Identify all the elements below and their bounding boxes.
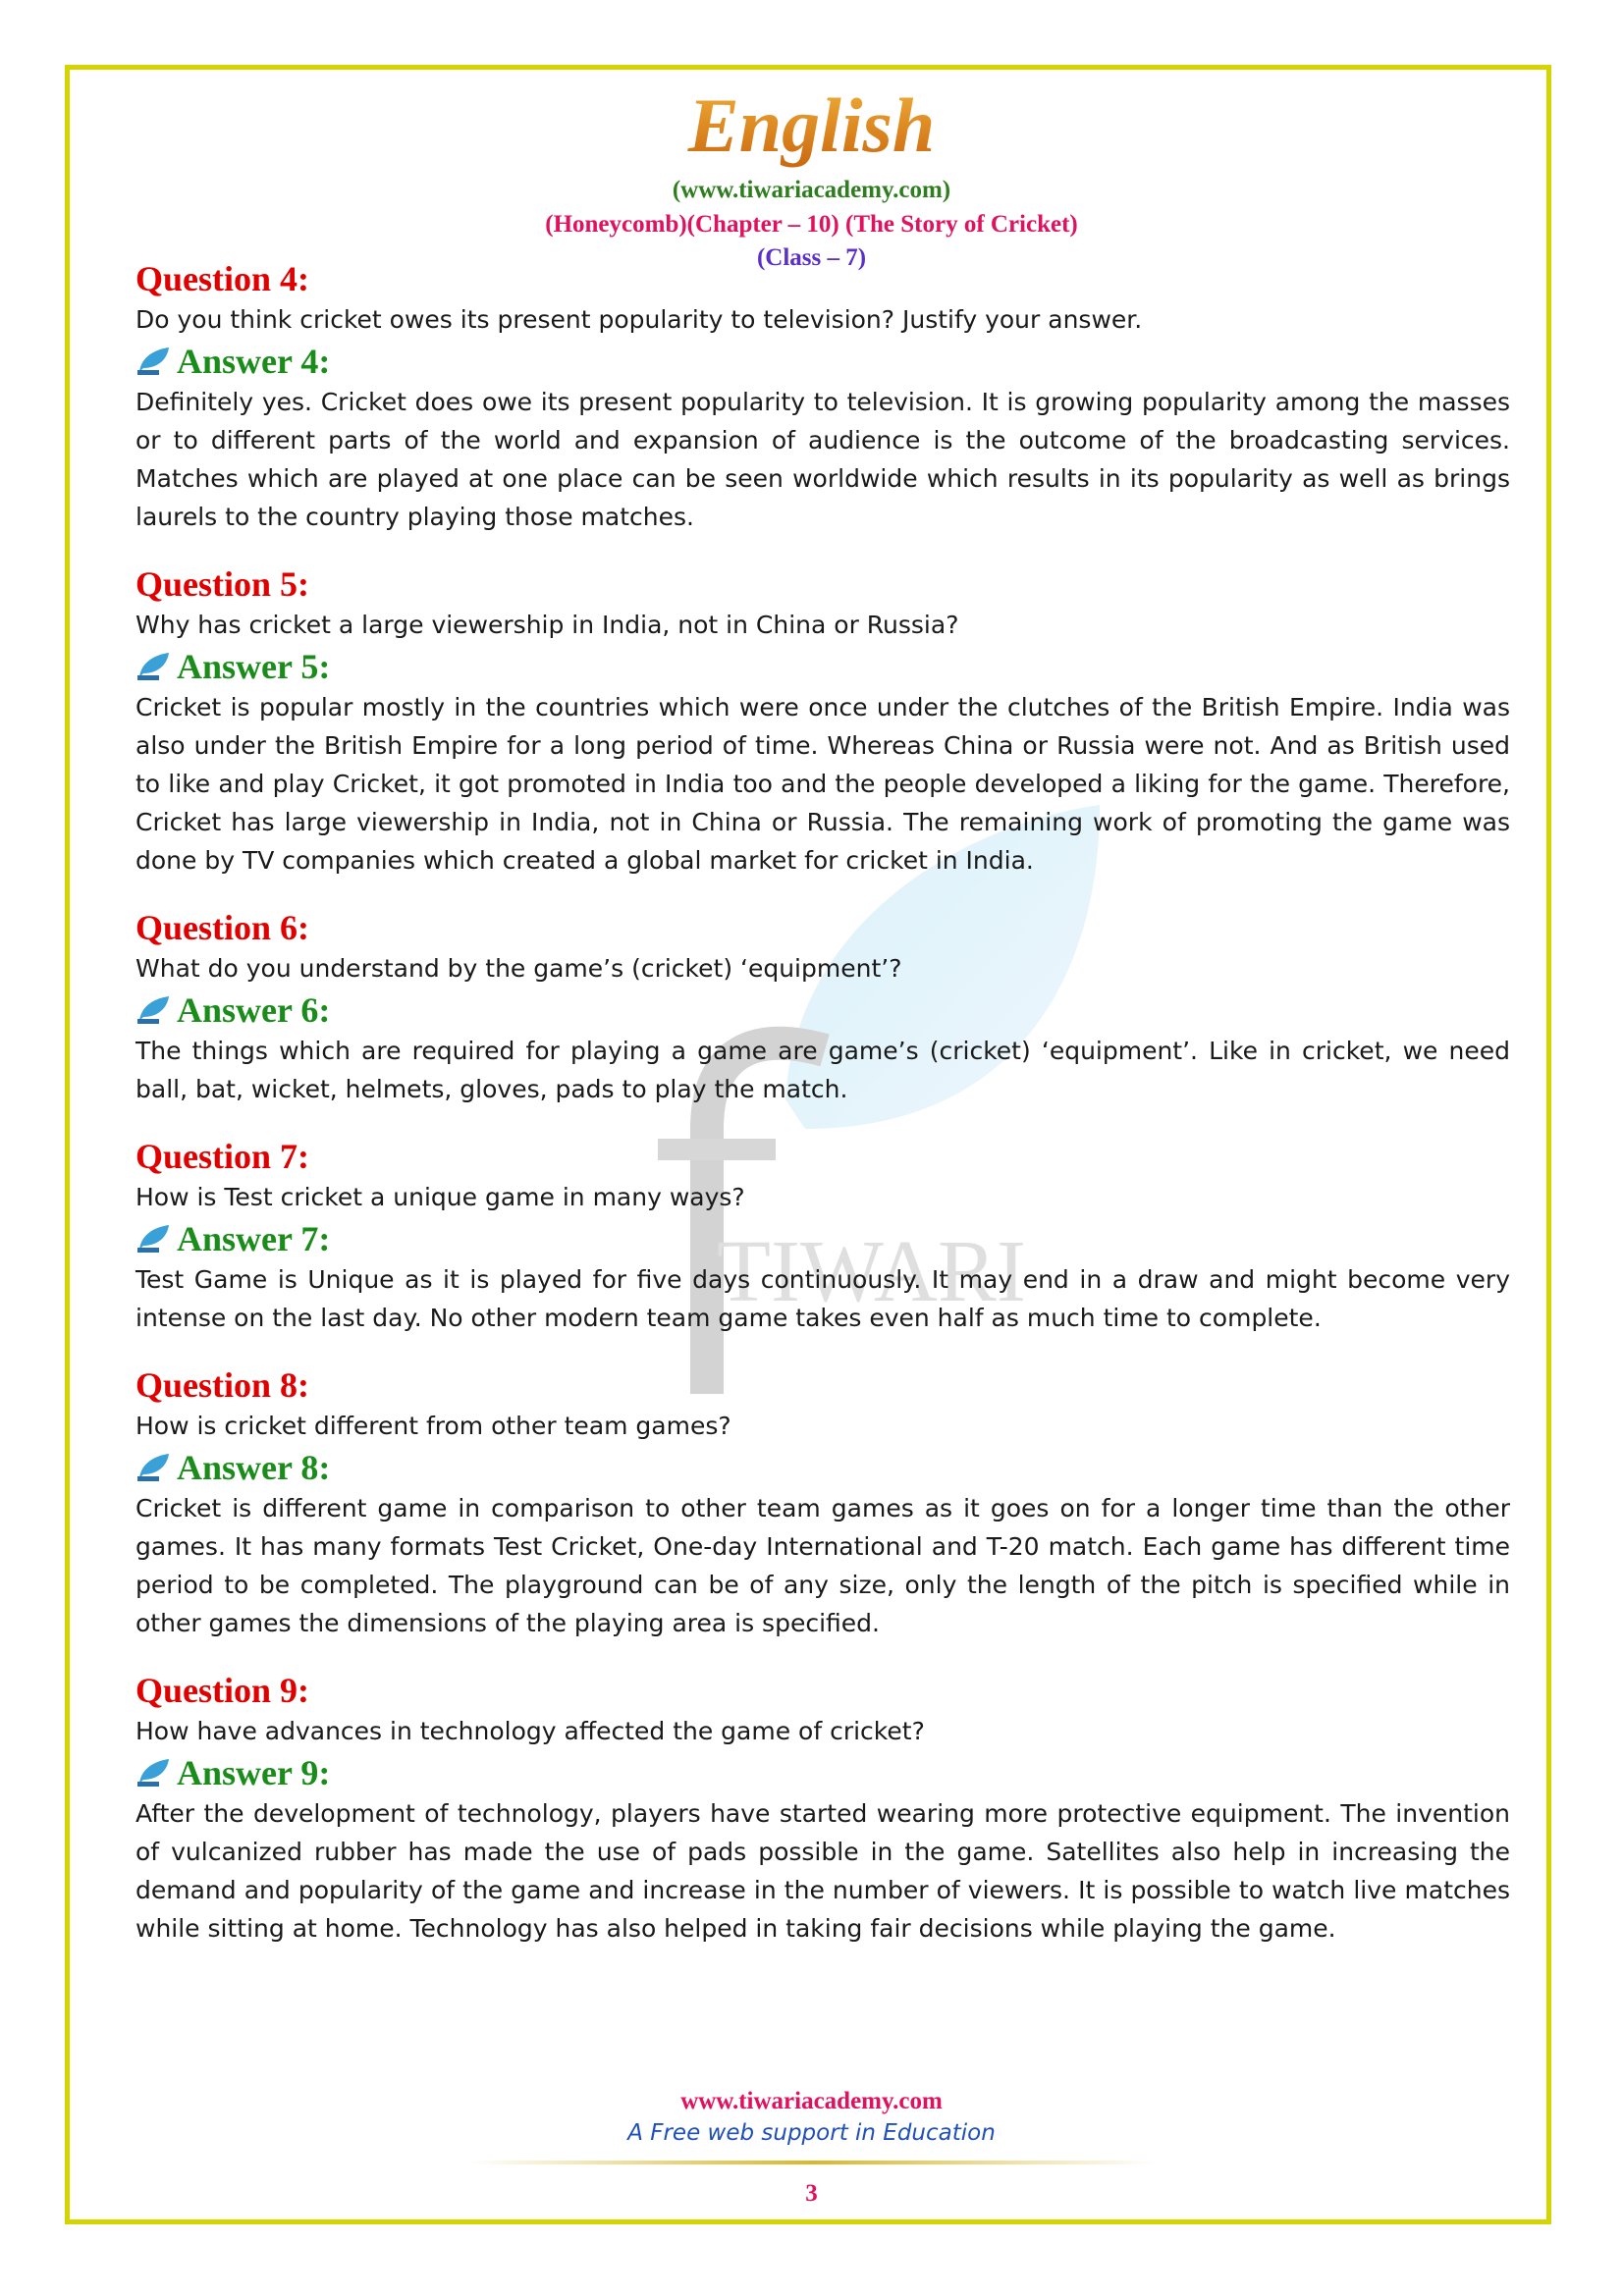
qa-item — [135, 562, 1510, 880]
qa-list — [135, 257, 1510, 1974]
question-label: Question 9: — [135, 1671, 310, 1710]
tiwari-logo-icon — [135, 652, 171, 681]
question-text: Why has cricket a large viewership in India, not in China or Russia? — [135, 611, 959, 639]
footer-divider — [468, 2161, 1156, 2164]
qa-item — [135, 906, 1510, 1108]
tiwari-logo-icon — [135, 1758, 171, 1788]
answer-heading — [135, 988, 1510, 1032]
page-header — [0, 80, 1623, 275]
question-label: Question 5: — [135, 564, 310, 604]
class-info: (Class – 7) — [756, 244, 867, 271]
answer-label: Answer 5: — [177, 647, 331, 686]
tiwari-logo-icon — [135, 347, 171, 376]
footer-website[interactable]: www.tiwariacademy.com — [680, 2088, 943, 2114]
answer-text: The things which are required for playing a game are game’s (cricket) ‘equipment’. Like in cricket, we need ball, bat, wicket, helmets, gloves, pads to play the match. — [135, 1037, 1510, 1103]
question-label: Question 6: — [135, 908, 310, 947]
qa-item — [135, 1363, 1510, 1642]
question-text: What do you understand by the game’s (cricket) ‘equipment’? — [135, 954, 902, 983]
question-text: How is Test cricket a unique game in many ways? — [135, 1183, 745, 1211]
footer-tagline: A Free web support in Education — [627, 2120, 996, 2146]
qa-item — [135, 1669, 1510, 1948]
question-label: Question 7: — [135, 1137, 310, 1176]
question-label: Question 8: — [135, 1365, 310, 1405]
qa-item — [135, 257, 1510, 536]
tiwari-logo-icon — [135, 995, 171, 1025]
chapter-info: (Honeycomb)(Chapter – 10) (The Story of Cricket) — [545, 211, 1078, 238]
answer-text: Test Game is Unique as it is played for five days continuously. It may end in a draw and might become very intense on the last day. No other modern team game takes even half as much time to complete. — [135, 1265, 1510, 1332]
answer-label: Answer 6: — [177, 990, 331, 1030]
answer-label: Answer 4: — [177, 342, 331, 381]
answer-heading — [135, 1751, 1510, 1794]
answer-label: Answer 7: — [177, 1219, 331, 1258]
tiwari-logo-icon — [135, 1453, 171, 1482]
question-text: Do you think cricket owes its present popularity to television? Justify your answer. — [135, 305, 1143, 334]
answer-label: Answer 9: — [177, 1753, 331, 1792]
answer-text: Definitely yes. Cricket does owe its present popularity to television. It is growing popularity among the masses or to different parts of the world and expansion of audience is the outcome of the broadcasting services. Matches which are played at one place can be seen worldwide which results in its popularity as well as brings laurels to the country playing those matches. — [135, 388, 1510, 531]
answer-heading — [135, 340, 1510, 383]
page-footer — [0, 2086, 1623, 2208]
qa-item — [135, 1135, 1510, 1337]
answer-text: Cricket is different game in comparison to other team games as it goes on for a longer time than the other games. It has many formats Test Cricket, One-day International and T-20 match. Each game has different time period to be completed. The playground can be of any size, only the length of the pitch is specified while in other games the dimensions of the playing area is specified. — [135, 1494, 1510, 1637]
answer-heading — [135, 645, 1510, 688]
answer-text: After the development of technology, players have started wearing more protective equipment. The invention of vulcanized rubber has made the use of pads possible in the game. Satellites also help in increasing the demand and popularity of the game and increase in the number of viewers. It is possible to watch live matches while sitting at home. Technology has also helped in taking fair decisions while playing the game. — [135, 1799, 1510, 1943]
question-label: Question 4: — [135, 259, 310, 298]
question-text: How have advances in technology affected the game of cricket? — [135, 1717, 925, 1745]
page-number: 3 — [805, 2180, 818, 2207]
subject-title: English — [0, 80, 1623, 171]
svg-text:TIWARI: TIWARI — [717, 1223, 1026, 1320]
answer-heading — [135, 1217, 1510, 1260]
header-website[interactable]: (www.tiwariacademy.com) — [672, 177, 951, 203]
answer-heading — [135, 1446, 1510, 1489]
answer-label: Answer 8: — [177, 1448, 331, 1487]
question-text: How is cricket different from other team games? — [135, 1412, 731, 1440]
tiwari-logo-icon — [135, 1224, 171, 1254]
answer-text: Cricket is popular mostly in the countries which were once under the clutches of the British Empire. India was also under the British Empire for a long period of time. Whereas China or Russia were not. And as British used to like and play Cricket, it got promoted in India too and the people developed a liking for the game. Therefore, Cricket has large viewership in India, not in China or Russia. The remaining work of promoting the game was done by TV companies which created a global market for cricket in India. — [135, 693, 1510, 875]
